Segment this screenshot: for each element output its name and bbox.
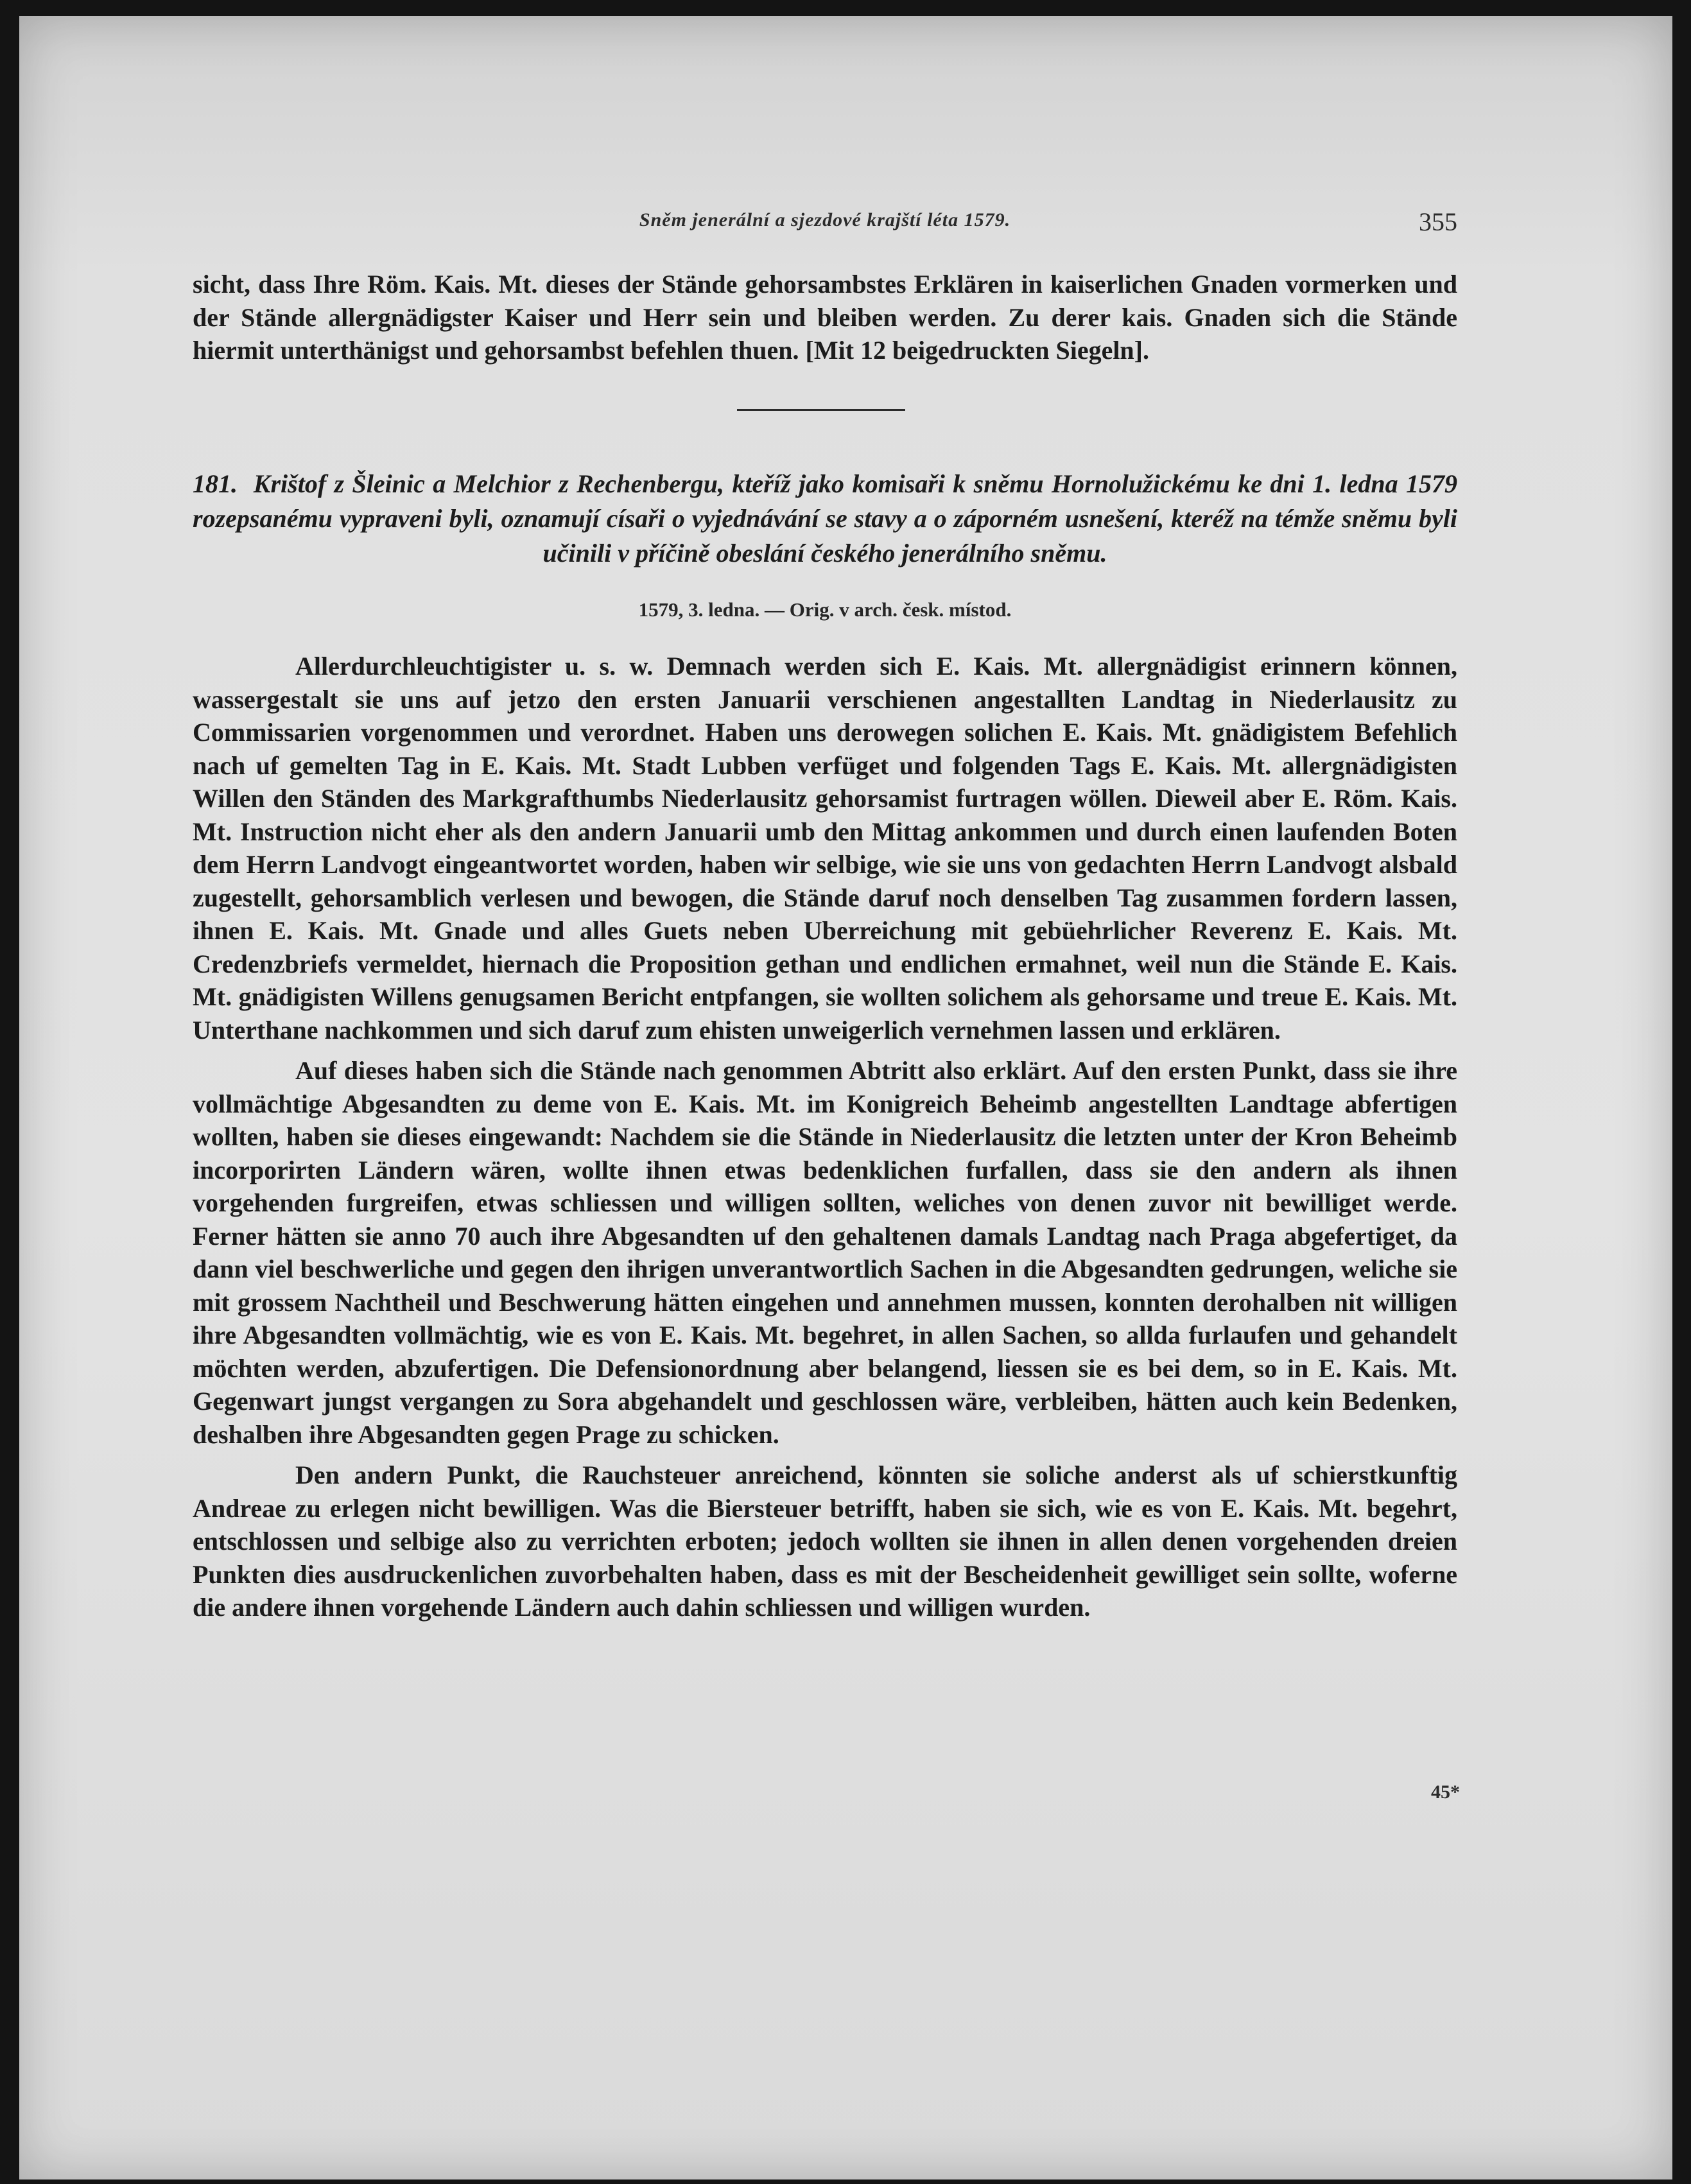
dateline: 1579, 3. ledna. — Orig. v arch. česk. místod. xyxy=(638,598,1012,621)
body-paragraph: Allerdurchleuchtigister u. s. w. Demnach werden sich E. Kais. Mt. allergnädigist erinnern können, wassergestalt sie uns auf jetzo den ersten Januarii verschienen angestallten Landtag in Niederlausitz zu Commissarien vorgenommen und verordnet. Haben uns derowegen solichen E. Kais. Mt. gnädigistem Befehlich nach uf gemelten Tag in E. Kais. Mt. Stadt Lubben verfüget und folgenden Tags E. Kais. Mt. allergnädigisten Willen den Ständen des Markgrafthumbs Niederlausitz gehorsamist furtragen wöllen. Dieweil aber E. Röm. Kais. Mt. Instruction nicht eher als den andern Januarii umb den Mittag ankommen und durch einen laufenden Boten dem Herrn Landvogt eingeantwortet worden, haben wir selbige, wie sie uns von gedachten Herrn Landvogt alsbald zugestellt, gehorsamblich verlesen und bewogen, die Stände daruf noch denselben Tag zusammen fordern lassen, ihnen E. Kais. Mt. Gnade und alles Guets neben Uberreichung mit gebüehrlicher Reverenz E. Kais. Mt. Credenzbriefs vermeldet, hiernach die Proposition gethan und endlichen ermahnet, weil nun die Stände E. Kais. Mt. gnädigisten Willens genugsamen Bericht entpfangen, sie wollten solichem als gehorsame und treue E. Kais. Mt. Unterthane nachkommen und sich daruf zum ehisten unweigerlich vernehmen lassen und erklären. xyxy=(193,652,1457,1044)
body-paragraph: Auf dieses haben sich die Stände nach genommen Abtritt also erklärt. Auf den ersten Punkt, dass sie ihre vollmächtige Abgesandten zu deme von E. Kais. Mt. im Konigreich Beheimb angestellten Landtage abfertigen wollten, haben sie dieses eingewandt: Nachdem sie die Stände in Niederlausitz die letzten unter der Kron Beheimb incorporirten Ländern wären, wollte ihnen etwas bedenklichen furfallen, dass sie den andern als ihnen vorgehenden furgreifen, etwas schliessen und willigen sollten, weliches von denen zuvor nit bewilliget werde. Ferner hätten sie anno 70 auch ihre Abgesandten uf den gehaltenen damals Landtag nach Praga abgefertiget, da dann viel beschwerliche und gegen den ihrigen unverantwortlich Sachen in die Abgesandten gedrungen, weliche sie mit grossem Nachtheil und Beschwerung hätten eingehen und annehmen mussen, konnten derohalben nit willigen ihre Abgesandten vollmächtig, wie es von E. Kais. Mt. begehret, in allen Sachen, so allda furlaufen und gehandelt möchten werden, abzufertigen. Die Defensionordnung aber belangend, liessen sie es bei dem, so in E. Kais. Mt. Gegenwart jungst vergangen zu Sora abgehandelt und geschlossen wäre, verbleiben, hätten auch kein Bedenken, deshalben ihre Abgesandten gegen Prage zu schicken. xyxy=(193,1056,1457,1449)
document-heading-text: Krištof z Šleinic a Melchior z Rechenbergu, kteříž jako komisaři k sněmu Hornolužickému ke dni 1. ledna 1579 rozepsanému vypraveni byli, oznamují císaři o vyjednávání se stavy a o záporném usnešení, kteréž na témže sněmu byli učinili v příčině obeslání českého jenerálního sněmu. xyxy=(193,469,1457,568)
running-title: Sněm jenerální a sjezdové krajští léta 1579. xyxy=(639,209,1011,230)
continuation-paragraph: sicht, dass Ihre Röm. Kais. Mt. dieses der Stände gehorsambstes Erklären in kaiserlichen Gnaden vormerken und der Stände allergnädigster Kaiser und Herr sein und bleiben werden. Zu derer kais. Gnaden sich die Stände hiermit unterthänigst und gehorsambst befehlen thuen. [Mit 12 beigedruckten Siegeln]. xyxy=(193,270,1457,365)
signature-mark: 45* xyxy=(1431,1781,1460,1803)
body-paragraph: Den andern Punkt, die Rauchsteuer anreichend, könnten sie soliche anderst als uf schierstkunftig Andreae zu erlegen nicht bewilligen. Was die Biersteuer betrifft, haben sie sich, wie es von E. Kais. Mt. begehrt, entschlossen und selbige also zu verrichten erboten; jedoch wollten sie ihnen in allen denen vorgehenden dreien Punkten dies ausdruckenlichen zuvorbehalten haben, dass es mit der Bescheidenheit gewilliget sein sollte, woferne die andere ihnen vorgehende Ländern auch dahin schliessen und willigen wurden. xyxy=(193,1460,1457,1622)
document-heading xyxy=(193,467,1457,571)
section-divider xyxy=(737,409,905,411)
document-body xyxy=(193,650,1457,1632)
page-number: 355 xyxy=(1419,207,1457,236)
document-number: 181. xyxy=(193,469,238,498)
running-head xyxy=(193,207,1457,245)
